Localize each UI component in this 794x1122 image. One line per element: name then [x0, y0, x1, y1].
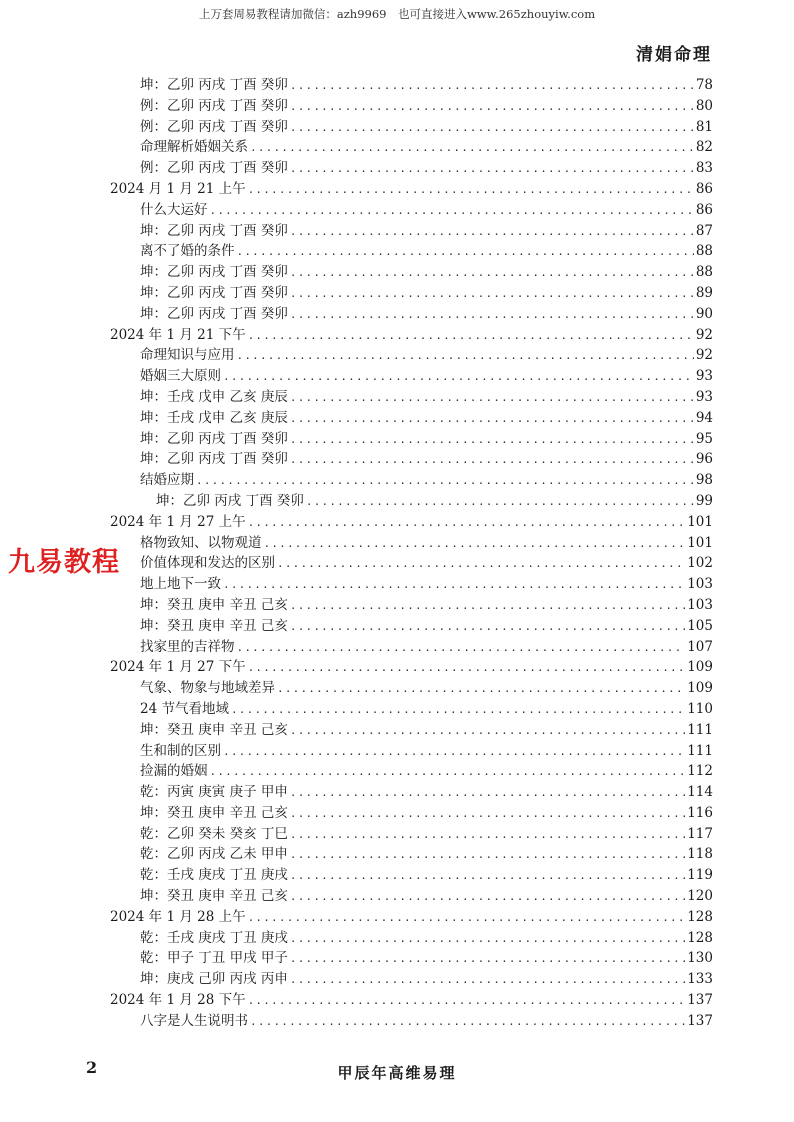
toc-entry-title: 2024 年 1 月 21 下午: [110, 326, 246, 343]
toc-entry-page: 101: [687, 534, 713, 551]
toc-dot-leader: [210, 201, 694, 222]
toc-entry-page: 102: [687, 555, 713, 572]
toc-entry-title: 坤：癸丑 庚申 辛丑 己亥: [140, 596, 288, 613]
toc-dot-leader: [223, 367, 694, 388]
toc-dot-leader: [290, 596, 685, 617]
toc-dot-leader: [223, 575, 685, 596]
toc-dot-leader: [290, 783, 685, 804]
toc-entry-page: 110: [687, 700, 713, 717]
table-of-contents: [110, 75, 713, 1032]
toc-entry-page: 114: [687, 784, 713, 801]
toc-entry-page: 117: [687, 825, 713, 842]
toc-entry-page: 80: [695, 97, 713, 114]
toc-dot-leader: [237, 242, 694, 263]
toc-entry-page: 92: [695, 347, 713, 364]
toc-dot-leader: [237, 638, 686, 659]
toc-entry-title: 乾：乙卯 癸未 癸亥 丁巳: [140, 825, 288, 842]
toc-entry-title: 坤：乙卯 丙戌 丁酉 癸卯: [140, 305, 288, 322]
toc-entry[interactable]: [110, 137, 713, 158]
toc-entry[interactable]: [110, 886, 713, 907]
watermark: 九易教程: [8, 547, 120, 578]
toc-entry-page: 111: [687, 721, 713, 738]
toc-entry-page: 128: [687, 908, 713, 925]
toc-dot-leader: [290, 305, 694, 326]
toc-dot-leader: [277, 679, 685, 700]
toc-dot-leader: [290, 845, 685, 866]
toc-dot-leader: [290, 430, 694, 451]
toc-entry-title: 坤：癸丑 庚申 辛丑 己亥: [140, 721, 288, 738]
toc-entry[interactable]: [110, 366, 713, 387]
toc-entry[interactable]: [110, 657, 713, 678]
toc-entry-title: 价值体现和发达的区别: [140, 555, 275, 572]
toc-dot-leader: [264, 534, 686, 555]
toc-entry[interactable]: [110, 491, 713, 512]
toc-entry-title: 2024 年 1 月 28 上午: [110, 908, 246, 925]
toc-entry[interactable]: [110, 865, 713, 886]
toc-dot-leader: [248, 908, 686, 929]
toc-dot-leader: [290, 887, 685, 908]
page-number: 2: [86, 1058, 98, 1077]
toc-dot-leader: [290, 284, 694, 305]
toc-dot-leader: [290, 97, 694, 118]
toc-entry-title: 坤：癸丑 庚申 辛丑 己亥: [140, 804, 288, 821]
toc-entry[interactable]: [110, 200, 713, 221]
toc-entry-page: 130: [687, 950, 713, 967]
toc-dot-leader: [248, 658, 686, 679]
toc-entry[interactable]: [110, 699, 713, 720]
toc-entry[interactable]: [110, 928, 713, 949]
toc-dot-leader: [248, 991, 686, 1012]
toc-entry-title: 坤：壬戌 戊申 乙亥 庚辰: [140, 388, 288, 405]
toc-entry-page: 78: [695, 77, 713, 93]
toc-entry[interactable]: [110, 720, 713, 741]
toc-entry-title: 坤：庚戌 己卯 丙戌 丙申: [140, 971, 288, 988]
toc-entry[interactable]: [110, 616, 713, 637]
toc-dot-leader: [277, 554, 685, 575]
toc-entry[interactable]: [110, 574, 713, 595]
toc-entry-page: 109: [687, 680, 713, 697]
toc-dot-leader: [290, 970, 685, 991]
toc-entry-title: 坤：乙卯 丙戌 丁酉 癸卯: [156, 492, 304, 509]
toc-entry-title: 坤：乙卯 丙戌 丁酉 癸卯: [140, 77, 288, 93]
toc-entry[interactable]: [110, 158, 713, 179]
toc-entry[interactable]: [110, 824, 713, 845]
toc-entry-page: 111: [687, 742, 713, 759]
toc-entry-page: 99: [695, 492, 713, 509]
toc-entry-title: 气象、物象与地域差异: [140, 680, 275, 697]
toc-dot-leader: [290, 949, 685, 970]
toc-entry[interactable]: [110, 221, 713, 242]
toc-entry-page: 93: [695, 388, 713, 405]
toc-dot-leader: [290, 617, 685, 638]
toc-entry-title: 命理解析婚姻关系: [140, 139, 248, 156]
toc-entry-title: 24 节气看地域: [140, 700, 229, 717]
toc-entry-title: 坤：癸丑 庚申 辛丑 己亥: [140, 888, 288, 905]
toc-entry-page: 112: [687, 763, 713, 780]
toc-entry-title: 坤：乙卯 丙戌 丁酉 癸卯: [140, 430, 288, 447]
toc-entry-page: 107: [687, 638, 713, 655]
toc-entry-page: 109: [687, 659, 713, 676]
toc-entry-title: 什么大运好: [140, 201, 208, 218]
toc-entry-title: 2024 年 1 月 27 上午: [110, 513, 246, 530]
toc-dot-leader: [290, 388, 694, 409]
toc-entry-page: 94: [695, 409, 713, 426]
toc-entry-page: 81: [695, 118, 713, 135]
toc-entry[interactable]: [110, 907, 713, 928]
toc-entry-page: 119: [687, 867, 713, 884]
toc-dot-leader: [290, 929, 685, 950]
toc-dot-leader: [290, 721, 685, 742]
toc-dot-leader: [210, 762, 686, 783]
toc-entry-title: 离不了婚的条件: [140, 243, 235, 260]
toc-entry[interactable]: [110, 533, 713, 554]
toc-entry-page: 103: [687, 596, 713, 613]
toc-entry[interactable]: [110, 969, 713, 990]
toc-entry-title: 乾：壬戌 庚戌 丁丑 庚戌: [140, 867, 288, 884]
toc-entry-page: 88: [695, 264, 713, 281]
toc-dot-leader: [231, 700, 685, 721]
toc-entry[interactable]: [110, 512, 713, 533]
toc-entry[interactable]: [110, 741, 713, 762]
toc-entry-title: 2024 月 1 月 21 上午: [110, 180, 246, 197]
toc-entry[interactable]: [110, 345, 713, 366]
toc-dot-leader: [306, 492, 694, 513]
toc-entry[interactable]: [110, 408, 713, 429]
toc-entry-page: 101: [687, 513, 713, 530]
toc-entry-title: 找家里的吉祥物: [140, 638, 235, 655]
toc-dot-leader: [290, 222, 694, 243]
toc-dot-leader: [290, 409, 694, 430]
toc-entry-title: 八字是人生说明书: [140, 1012, 248, 1029]
toc-entry-page: 105: [687, 617, 713, 634]
toc-entry[interactable]: [110, 429, 713, 450]
toc-entry-page: 98: [695, 472, 713, 489]
header-title: 清娟命理: [636, 45, 712, 65]
toc-dot-leader: [248, 326, 694, 347]
toc-dot-leader: [290, 450, 694, 471]
toc-entry-title: 坤：乙卯 丙戌 丁酉 癸卯: [140, 222, 288, 239]
toc-entry-title: 例：乙卯 丙戌 丁酉 癸卯: [140, 97, 288, 114]
toc-entry-page: 116: [687, 804, 713, 821]
toc-entry[interactable]: [110, 844, 713, 865]
toc-entry-page: 133: [687, 971, 713, 988]
toc-entry[interactable]: [110, 553, 713, 574]
toc-entry[interactable]: [110, 637, 713, 658]
toc-entry-page: 89: [695, 284, 713, 301]
toc-entry[interactable]: [110, 470, 713, 491]
toc-dot-leader: [290, 118, 694, 139]
toc-entry[interactable]: [110, 782, 713, 803]
toc-dot-leader: [248, 180, 694, 201]
toc-entry-title: 结婚应期: [140, 472, 194, 489]
toc-entry-page: 120: [687, 888, 713, 905]
toc-entry-title: 乾：甲子 丁丑 甲戌 甲子: [140, 950, 288, 967]
toc-dot-leader: [248, 513, 686, 534]
toc-entry[interactable]: [110, 179, 713, 200]
toc-entry[interactable]: [110, 948, 713, 969]
toc-entry-page: 86: [695, 201, 713, 218]
toc-entry[interactable]: [110, 304, 713, 325]
toc-entry-page: 90: [695, 305, 713, 322]
toc-entry[interactable]: [110, 241, 713, 262]
toc-entry-page: 118: [687, 846, 713, 863]
toc-entry[interactable]: [110, 283, 713, 304]
toc-entry-title: 例：乙卯 丙戌 丁酉 癸卯: [140, 160, 288, 177]
toc-dot-leader: [290, 825, 685, 846]
toc-entry[interactable]: [110, 117, 713, 138]
toc-dot-leader: [290, 76, 694, 97]
toc-entry[interactable]: [110, 387, 713, 408]
toc-entry[interactable]: [110, 990, 713, 1011]
toc-dot-leader: [290, 159, 694, 180]
toc-dot-leader: [237, 346, 694, 367]
toc-entry-title: 命理知识与应用: [140, 347, 235, 364]
toc-entry-title: 婚姻三大原则: [140, 368, 221, 385]
footer-title: 甲辰年高维易理: [337, 1064, 457, 1082]
toc-entry-title: 坤：乙卯 丙戌 丁酉 癸卯: [140, 451, 288, 468]
toc-entry-page: 103: [687, 576, 713, 593]
toc-dot-leader: [290, 866, 685, 887]
toc-entry-title: 例：乙卯 丙戌 丁酉 癸卯: [140, 118, 288, 135]
toc-entry-title: 乾：乙卯 丙戌 乙未 甲申: [140, 846, 288, 863]
toc-dot-leader: [290, 804, 685, 825]
toc-entry-page: 86: [695, 180, 713, 197]
toc-entry-page: 128: [687, 929, 713, 946]
toc-entry-title: 坤：癸丑 庚申 辛丑 己亥: [140, 617, 288, 634]
toc-entry[interactable]: [110, 1011, 713, 1032]
toc-entry[interactable]: [110, 96, 713, 117]
toc-dot-leader: [223, 742, 685, 763]
toc-entry[interactable]: [110, 678, 713, 699]
toc-entry[interactable]: [110, 75, 713, 96]
toc-entry[interactable]: [110, 325, 713, 346]
toc-entry-page: 83: [695, 160, 713, 177]
toc-entry[interactable]: [110, 449, 713, 470]
toc-entry-title: 坤：乙卯 丙戌 丁酉 癸卯: [140, 264, 288, 281]
toc-entry-page: 82: [695, 139, 713, 156]
toc-entry-title: 2024 年 1 月 28 下午: [110, 992, 246, 1009]
toc-entry-page: 88: [695, 243, 713, 260]
toc-entry-title: 捡漏的婚姻: [140, 763, 208, 780]
toc-dot-leader: [250, 1012, 685, 1033]
toc-entry-page: 95: [695, 430, 713, 447]
toc-entry-page: 93: [695, 368, 713, 385]
toc-entry[interactable]: [110, 803, 713, 824]
toc-entry-page: 137: [687, 992, 713, 1009]
toc-entry-title: 坤：乙卯 丙戌 丁酉 癸卯: [140, 284, 288, 301]
top-banner: 上万套周易教程请加微信：azh9969 也可直接进入www.265zhouyiw.com: [198, 7, 596, 21]
toc-entry-title: 地上地下一致: [140, 576, 221, 593]
toc-entry-page: 92: [695, 326, 713, 343]
toc-entry-title: 坤：壬戌 戊申 乙亥 庚辰: [140, 409, 288, 426]
toc-entry-title: 乾：丙寅 庚寅 庚子 甲申: [140, 784, 288, 801]
toc-dot-leader: [290, 263, 694, 284]
toc-entry-title: 格物致知、以物观道: [140, 534, 262, 551]
toc-entry[interactable]: [110, 595, 713, 616]
toc-dot-leader: [250, 138, 694, 159]
toc-entry[interactable]: [110, 761, 713, 782]
toc-entry-title: 2024 年 1 月 27 下午: [110, 659, 246, 676]
toc-entry[interactable]: [110, 262, 713, 283]
toc-entry-page: 87: [695, 222, 713, 239]
toc-dot-leader: [196, 471, 694, 492]
toc-entry-title: 乾：壬戌 庚戌 丁丑 庚戌: [140, 929, 288, 946]
toc-entry-page: 96: [695, 451, 713, 468]
toc-entry-title: 生和制的区别: [140, 742, 221, 759]
toc-entry-page: 137: [687, 1012, 713, 1029]
